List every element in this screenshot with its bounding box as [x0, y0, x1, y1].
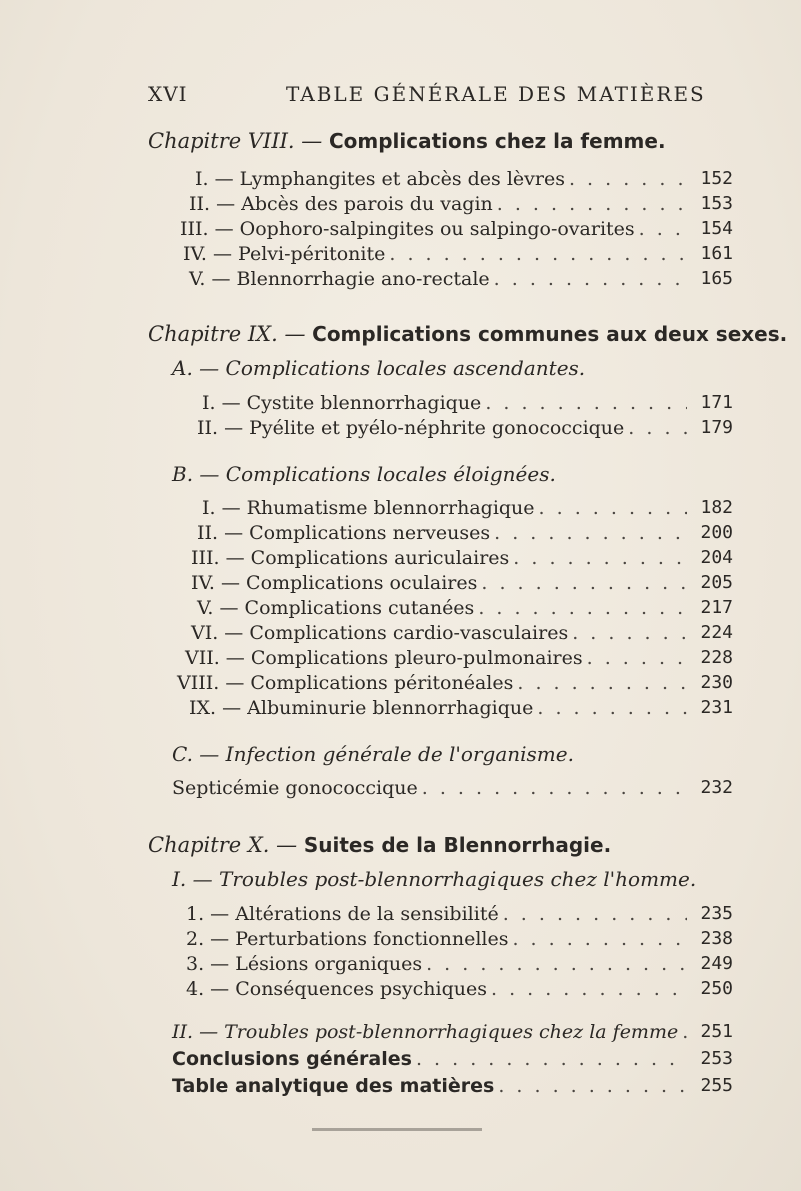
leader-dots: [389, 242, 687, 266]
chapter-9-heading: [148, 321, 787, 347]
entry-page: 204: [700, 547, 733, 568]
entry-label: Complications péritonéales: [250, 672, 514, 694]
leader-dots: [539, 496, 687, 520]
leader-dots: [503, 902, 687, 926]
chapter-8-prefix: Chapitre VIII. —: [148, 129, 323, 153]
toc-entry[interactable]: [185, 646, 733, 670]
entry-number: IV. —: [191, 572, 240, 594]
entry-page: 250: [700, 978, 733, 999]
leader-dots: [494, 267, 687, 291]
entry-page: 224: [700, 622, 733, 643]
page-number: XVI: [148, 82, 188, 106]
entry-label: Altérations de la sensibilité: [235, 903, 499, 925]
entry-label: Complications cardio-vasculaires: [249, 622, 569, 644]
entry-page: 152: [700, 168, 733, 189]
entry-label: Complications pleuro-pulmonaires: [250, 647, 583, 669]
running-title: TABLE GÉNÉRALE DES MATIÈRES: [286, 82, 706, 106]
toc-entry[interactable]: [172, 1020, 733, 1044]
toc-entry[interactable]: [183, 242, 733, 266]
entry-page: 249: [700, 953, 733, 974]
leader-dots: [497, 192, 687, 216]
entry-label: Complications auriculaires: [250, 547, 510, 569]
entry-label: Rhumatisme blennorrhagique: [246, 497, 535, 519]
leader-dots: [481, 571, 687, 595]
section-a-heading: A. — Complications locales ascendantes.: [172, 356, 586, 380]
toc-entry-conclusions[interactable]: [172, 1047, 733, 1071]
leader-dots: [422, 776, 687, 800]
entry-page: 235: [700, 903, 733, 924]
entry-label: Oophoro-salpingites ou salpingo-ovarites: [239, 218, 635, 240]
toc-entry[interactable]: [186, 927, 733, 951]
entry-label: Lésions organiques: [235, 953, 423, 975]
entry-page: 251: [700, 1021, 733, 1042]
entry-label: Abcès des parois du vagin: [241, 193, 493, 215]
entry-number: VI. —: [191, 622, 244, 644]
entry-page: 217: [700, 597, 733, 618]
entry-label: Conclusions générales: [172, 1048, 412, 1070]
entry-page: 161: [700, 243, 733, 264]
entry-number: 4. —: [186, 978, 230, 1000]
section-c-heading: C. — Infection générale de l'organisme.: [172, 742, 574, 766]
entry-label: II. — Troubles post-blennorrhagiques chez la femme: [172, 1021, 679, 1043]
leader-dots: [628, 416, 687, 440]
entry-label: Septicémie gonococcique: [172, 777, 418, 799]
entry-number: IV. —: [183, 243, 232, 265]
entry-number: VIII. —: [177, 672, 245, 694]
leader-dots: [478, 596, 687, 620]
entry-number: V. —: [197, 597, 239, 619]
entry-page: 154: [700, 218, 733, 239]
toc-entry[interactable]: [197, 596, 733, 620]
leader-dots: [682, 1020, 687, 1044]
entry-label: Blennorrhagie ano-rectale: [236, 268, 490, 290]
chapter-8-heading: [148, 128, 666, 154]
entry-label: Perturbations fonctionnelles: [235, 928, 509, 950]
leader-dots: [639, 217, 687, 241]
entry-number: I. —: [202, 497, 241, 519]
entry-page: 238: [700, 928, 733, 949]
entry-label: Pelvi-péritonite: [238, 243, 386, 265]
toc-entry[interactable]: [191, 546, 733, 570]
toc-entry[interactable]: [191, 621, 733, 645]
entry-number: III. —: [180, 218, 234, 240]
entry-page: 255: [700, 1075, 733, 1096]
entry-page: 230: [700, 672, 733, 693]
leader-dots: [513, 546, 687, 570]
leader-dots: [572, 621, 687, 645]
entry-page: 182: [700, 497, 733, 518]
entry-page: 231: [700, 697, 733, 718]
toc-entry[interactable]: [172, 776, 733, 800]
entry-page: 200: [700, 522, 733, 543]
entry-number: II. —: [197, 417, 244, 439]
leader-dots: [537, 696, 687, 720]
leader-dots: [494, 521, 687, 545]
leader-dots: [512, 927, 687, 951]
chapter-9-title: Complications communes aux deux sexes.: [312, 322, 788, 346]
toc-entry[interactable]: [197, 416, 733, 440]
section-b-heading: B. — Complications locales éloignées.: [172, 462, 556, 486]
entry-page: 228: [700, 647, 733, 668]
entry-number: II. —: [189, 193, 236, 215]
entry-page: 153: [700, 193, 733, 214]
entry-label: Complications oculaires: [246, 572, 478, 594]
toc-entry[interactable]: [191, 571, 733, 595]
entry-number: 3. —: [186, 953, 230, 975]
entry-number: 1. —: [186, 903, 230, 925]
entry-label: Lymphangites et abcès des lèvres: [239, 168, 565, 190]
entry-page: 205: [700, 572, 733, 593]
leader-dots: [569, 167, 687, 191]
chapter-10-title: Suites de la Blennorrhagie.: [303, 833, 612, 857]
closing-rule: [312, 1128, 482, 1131]
toc-entry[interactable]: [189, 192, 733, 216]
chapter-9-prefix: Chapitre IX. —: [148, 322, 306, 346]
entry-label: Pyélite et pyélo-néphrite gonococcique: [249, 417, 625, 439]
page-header: [148, 82, 728, 112]
entry-page: 171: [700, 392, 733, 413]
toc-entry[interactable]: [189, 267, 733, 291]
leader-dots: [426, 952, 687, 976]
entry-number: 2. —: [186, 928, 230, 950]
entry-label: Conséquences psychiques: [235, 978, 487, 1000]
entry-number: II. —: [197, 522, 244, 544]
entry-label: Complications nerveuses: [249, 522, 491, 544]
toc-entry[interactable]: [177, 671, 733, 695]
entry-page: 253: [700, 1048, 733, 1069]
entry-page: 179: [700, 417, 733, 438]
toc-entry[interactable]: [195, 167, 733, 191]
entry-number: I. —: [202, 392, 241, 414]
toc-entry[interactable]: [197, 521, 733, 545]
toc-entry[interactable]: [202, 496, 733, 520]
entry-label: Table analytique des matières: [172, 1075, 495, 1097]
toc-entry[interactable]: [202, 391, 733, 415]
toc-entry[interactable]: [189, 696, 733, 720]
chapter-8-title: Complications chez la femme.: [328, 129, 666, 153]
leader-dots: [587, 646, 687, 670]
entry-number: IX. —: [189, 697, 242, 719]
entry-page: 232: [700, 777, 733, 798]
chapter-10-heading: [148, 832, 611, 858]
entry-number: V. —: [189, 268, 231, 290]
entry-number: III. —: [191, 547, 245, 569]
entry-number: I. —: [195, 168, 234, 190]
section-i-heading: I. — Troubles post-blennorrhagiques chez l'homme.: [172, 867, 697, 891]
toc-entry-table-analytique[interactable]: [172, 1074, 733, 1098]
toc-entry[interactable]: [186, 902, 733, 926]
leader-dots: [416, 1047, 687, 1071]
toc-entry[interactable]: [186, 977, 733, 1001]
leader-dots: [498, 1074, 687, 1098]
entry-page: 165: [700, 268, 733, 289]
entry-label: Cystite blennorrhagique: [246, 392, 482, 414]
leader-dots: [485, 391, 687, 415]
entry-label: Complications cutanées: [244, 597, 475, 619]
chapter-10-prefix: Chapitre X. —: [148, 833, 298, 857]
leader-dots: [517, 671, 687, 695]
entry-number: VII. —: [185, 647, 245, 669]
entry-label: Albuminurie blennorrhagique: [247, 697, 534, 719]
leader-dots: [491, 977, 687, 1001]
toc-entry[interactable]: [180, 217, 733, 241]
toc-entry[interactable]: [186, 952, 733, 976]
